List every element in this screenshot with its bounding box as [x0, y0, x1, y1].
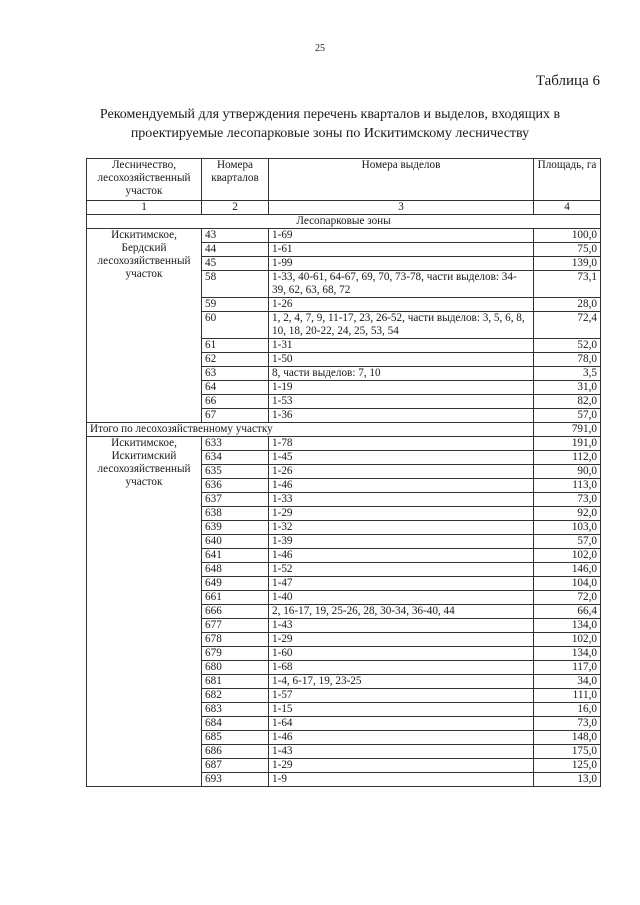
- plot-numbers: 1-32: [269, 521, 534, 535]
- header-row: [87, 159, 601, 201]
- plot-numbers: 1-26: [269, 298, 534, 312]
- plot-numbers: 1-36: [269, 409, 534, 423]
- quarter-number: 640: [202, 535, 269, 549]
- area-value: 104,0: [534, 577, 601, 591]
- quarter-number: 634: [202, 451, 269, 465]
- plot-numbers: 1-69: [269, 229, 534, 243]
- quarter-number: 678: [202, 633, 269, 647]
- quarter-number: 649: [202, 577, 269, 591]
- quarter-number: 63: [202, 367, 269, 381]
- plot-numbers: 1-43: [269, 745, 534, 759]
- area-value: 73,0: [534, 717, 601, 731]
- area-value: 139,0: [534, 257, 601, 271]
- plot-numbers: 1-45: [269, 451, 534, 465]
- col-header-forestry: Лесничество, лесохозяйственный участок: [87, 159, 202, 201]
- quarter-number: 639: [202, 521, 269, 535]
- area-value: 134,0: [534, 647, 601, 661]
- area-value: 72,4: [534, 312, 601, 339]
- area-value: 117,0: [534, 661, 601, 675]
- quarter-number: 693: [202, 773, 269, 787]
- area-value: 57,0: [534, 409, 601, 423]
- forest-quarters-table: [86, 158, 601, 787]
- col-number: 2: [202, 201, 269, 215]
- plot-numbers: 1-68: [269, 661, 534, 675]
- plot-numbers: 1-43: [269, 619, 534, 633]
- quarter-number: 684: [202, 717, 269, 731]
- area-value: 146,0: [534, 563, 601, 577]
- quarter-number: 59: [202, 298, 269, 312]
- plot-numbers: 1-29: [269, 507, 534, 521]
- col-header-area: Площадь, га: [534, 159, 601, 201]
- quarter-number: 677: [202, 619, 269, 633]
- total-row: [87, 423, 601, 437]
- area-value: 72,0: [534, 591, 601, 605]
- plot-numbers: 1-19: [269, 381, 534, 395]
- plot-numbers: 1-40: [269, 591, 534, 605]
- area-value: 134,0: [534, 619, 601, 633]
- area-value: 57,0: [534, 535, 601, 549]
- quarter-number: 648: [202, 563, 269, 577]
- plot-numbers: 1-29: [269, 759, 534, 773]
- quarter-number: 685: [202, 731, 269, 745]
- total-area: 791,0: [534, 423, 601, 437]
- quarter-number: 686: [202, 745, 269, 759]
- area-value: 73,0: [534, 493, 601, 507]
- table-label: Таблица 6: [535, 73, 600, 89]
- plot-numbers: 1-47: [269, 577, 534, 591]
- plot-numbers: 1-4, 6-17, 19, 23-25: [269, 675, 534, 689]
- area-value: 112,0: [534, 451, 601, 465]
- quarter-number: 43: [202, 229, 269, 243]
- area-value: 28,0: [534, 298, 601, 312]
- quarter-number: 45: [202, 257, 269, 271]
- quarter-number: 638: [202, 507, 269, 521]
- plot-numbers: 1-78: [269, 437, 534, 451]
- quarter-number: 62: [202, 353, 269, 367]
- plot-numbers: 1-52: [269, 563, 534, 577]
- area-value: 90,0: [534, 465, 601, 479]
- plot-numbers: 1-39: [269, 535, 534, 549]
- region-cell: Искитимское, Бердский лесохозяйственный участок: [87, 229, 202, 423]
- total-label: Итого по лесохозяйственному участку: [87, 423, 534, 437]
- area-value: 113,0: [534, 479, 601, 493]
- section-row: [87, 215, 601, 229]
- plot-numbers: 1-46: [269, 731, 534, 745]
- quarter-number: 682: [202, 689, 269, 703]
- table-row: [87, 229, 601, 243]
- area-value: 75,0: [534, 243, 601, 257]
- area-value: 102,0: [534, 633, 601, 647]
- area-value: 52,0: [534, 339, 601, 353]
- quarter-number: 44: [202, 243, 269, 257]
- table-title: Рекомендуемый для утверждения перечень кварталов и выделов, входящих в проектируемые лесопарковые зоны по Искитимскому лесничеству: [99, 107, 561, 141]
- plot-numbers: 1-53: [269, 395, 534, 409]
- area-value: 191,0: [534, 437, 601, 451]
- plot-numbers: 1-61: [269, 243, 534, 257]
- quarter-number: 661: [202, 591, 269, 605]
- area-value: 13,0: [534, 773, 601, 787]
- col-header-quarters: Номера кварталов: [202, 159, 269, 201]
- area-value: 73,1: [534, 271, 601, 298]
- area-value: 66,4: [534, 605, 601, 619]
- quarter-number: 58: [202, 271, 269, 298]
- quarter-number: 641: [202, 549, 269, 563]
- area-value: 92,0: [534, 507, 601, 521]
- quarter-number: 666: [202, 605, 269, 619]
- area-value: 3,5: [534, 367, 601, 381]
- plot-numbers: 1-29: [269, 633, 534, 647]
- area-value: 34,0: [534, 675, 601, 689]
- column-number-row: [87, 201, 601, 215]
- plot-numbers: 1-57: [269, 689, 534, 703]
- quarter-number: 636: [202, 479, 269, 493]
- plot-numbers: 1-46: [269, 549, 534, 563]
- plot-numbers: 1-31: [269, 339, 534, 353]
- quarter-number: 633: [202, 437, 269, 451]
- plot-numbers: 1-9: [269, 773, 534, 787]
- plot-numbers: 1-60: [269, 647, 534, 661]
- plot-numbers: 1-33, 40-61, 64-67, 69, 70, 73-78, части выделов: 34-39, 62, 63, 68, 72: [269, 271, 534, 298]
- area-value: 82,0: [534, 395, 601, 409]
- quarter-number: 635: [202, 465, 269, 479]
- plot-numbers: 1, 2, 4, 7, 9, 11-17, 23, 26-52, части выделов: 3, 5, 6, 8, 10, 18, 20-22, 24, 25, 53, 54: [269, 312, 534, 339]
- col-number: 1: [87, 201, 202, 215]
- section-label: Лесопарковые зоны: [87, 215, 601, 229]
- plot-numbers: 1-50: [269, 353, 534, 367]
- plot-numbers: 8, части выделов: 7, 10: [269, 367, 534, 381]
- col-number: 3: [269, 201, 534, 215]
- area-value: 175,0: [534, 745, 601, 759]
- plot-numbers: 1-26: [269, 465, 534, 479]
- table-row: [87, 437, 601, 451]
- plot-numbers: 2, 16-17, 19, 25-26, 28, 30-34, 36-40, 44: [269, 605, 534, 619]
- quarter-number: 60: [202, 312, 269, 339]
- quarter-number: 64: [202, 381, 269, 395]
- region-cell: Искитимское, Искитимский лесохозяйственный участок: [87, 437, 202, 787]
- area-value: 100,0: [534, 229, 601, 243]
- quarter-number: 66: [202, 395, 269, 409]
- area-value: 78,0: [534, 353, 601, 367]
- col-header-plots: Номера выделов: [269, 159, 534, 201]
- area-value: 103,0: [534, 521, 601, 535]
- area-value: 16,0: [534, 703, 601, 717]
- quarter-number: 687: [202, 759, 269, 773]
- quarter-number: 681: [202, 675, 269, 689]
- area-value: 31,0: [534, 381, 601, 395]
- col-number: 4: [534, 201, 601, 215]
- page-number: 25: [315, 43, 325, 54]
- quarter-number: 683: [202, 703, 269, 717]
- area-value: 102,0: [534, 549, 601, 563]
- plot-numbers: 1-46: [269, 479, 534, 493]
- plot-numbers: 1-15: [269, 703, 534, 717]
- quarter-number: 679: [202, 647, 269, 661]
- plot-numbers: 1-64: [269, 717, 534, 731]
- quarter-number: 67: [202, 409, 269, 423]
- plot-numbers: 1-99: [269, 257, 534, 271]
- area-value: 148,0: [534, 731, 601, 745]
- area-value: 111,0: [534, 689, 601, 703]
- quarter-number: 680: [202, 661, 269, 675]
- quarter-number: 61: [202, 339, 269, 353]
- quarter-number: 637: [202, 493, 269, 507]
- area-value: 125,0: [534, 759, 601, 773]
- plot-numbers: 1-33: [269, 493, 534, 507]
